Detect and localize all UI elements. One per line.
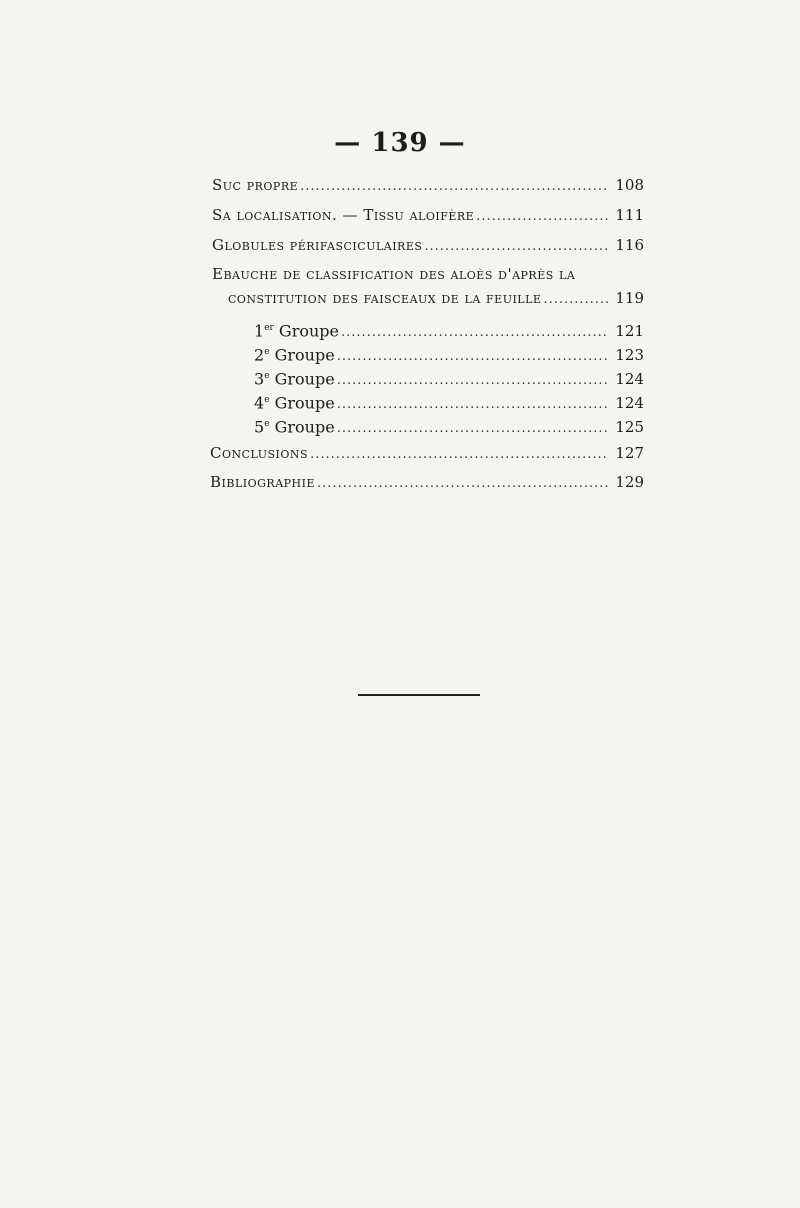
group-label: 4e Groupe <box>254 393 335 413</box>
group-label: 1er Groupe <box>254 321 339 341</box>
section-rule <box>358 694 480 696</box>
toc-entry-page: 108 <box>615 176 644 194</box>
toc-group-5 <box>254 414 644 439</box>
toc-group-3 <box>254 366 644 391</box>
toc-entry-title: Ebauche de classification des aloès d'après la <box>212 265 576 283</box>
toc-entry-page: 129 <box>615 473 644 491</box>
toc-entry-title: Suc propre <box>212 176 299 194</box>
page-number: — 139 — <box>334 128 466 158</box>
toc-entry-page: 119 <box>615 289 644 307</box>
dot-leader <box>476 207 609 227</box>
toc-entry-page: 124 <box>615 394 644 413</box>
toc-entry-page: 111 <box>615 206 644 224</box>
toc-group-1 <box>254 318 644 343</box>
toc-group-2 <box>254 342 644 367</box>
dot-leader <box>341 323 609 343</box>
toc-entry-title: constitution des faisceaux de la feuille <box>228 289 542 307</box>
toc-entry-localisation <box>212 205 644 227</box>
dot-leader <box>317 474 609 494</box>
toc-entry-title: Bibliographie <box>210 473 316 491</box>
toc-entry-page: 116 <box>615 236 644 254</box>
toc-entry-page: 121 <box>615 322 644 341</box>
group-label: 3e Groupe <box>254 369 335 389</box>
toc-entry-title: Conclusions <box>210 444 309 462</box>
toc-entry-page: 125 <box>615 418 644 437</box>
toc-entry-bibliographie <box>210 472 644 494</box>
group-label: 5e Groupe <box>254 417 335 437</box>
dot-leader <box>300 177 609 197</box>
toc-group-4 <box>254 390 644 415</box>
toc-entry-suc-propre <box>212 175 644 197</box>
toc-entry-conclusions <box>210 443 644 465</box>
toc-entry-ebauche-line1 <box>212 264 644 284</box>
toc-entry-page: 123 <box>615 346 644 365</box>
toc-entry-globules <box>212 235 644 257</box>
toc-entry-title: Globules périfasciculaires <box>212 236 423 254</box>
dot-leader <box>310 445 609 465</box>
toc-entry-page: 124 <box>615 370 644 389</box>
dot-leader <box>424 237 609 257</box>
dot-leader <box>543 290 609 310</box>
dot-leader <box>337 419 610 439</box>
toc-entry-title: Sa localisation. — Tissu aloifère <box>212 206 475 224</box>
dot-leader <box>337 347 610 367</box>
table-of-contents <box>0 0 800 520</box>
group-label: 2e Groupe <box>254 345 335 365</box>
toc-entry-page: 127 <box>615 444 644 462</box>
toc-entry-ebauche-line2 <box>228 288 644 310</box>
dot-leader <box>337 395 610 415</box>
dot-leader <box>337 371 610 391</box>
